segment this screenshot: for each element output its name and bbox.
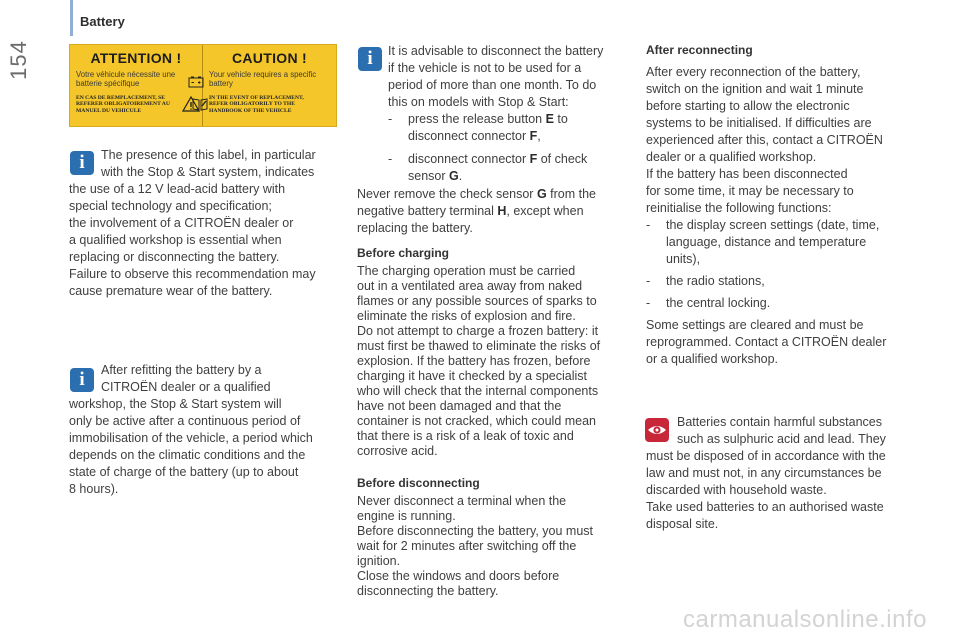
heading-after-reconnecting: After reconnecting (646, 43, 753, 57)
text-line: immobilisation of the vehicle, a period which (69, 431, 313, 445)
text-line: charging it have it checked by a specialist (357, 369, 587, 383)
label-sub-fr: Votre véhicule nécessite une batterie spécifique (76, 70, 176, 88)
list-item: - press the release button E to disconnect connector F, (388, 112, 568, 143)
key-letter: G (449, 169, 459, 183)
label-title-en: CAUTION ! (231, 50, 308, 66)
text-line: experienced after this, contact a CITROËN (646, 133, 883, 147)
text-line: disposal site. (646, 517, 719, 531)
list-item: - disconnect connector F of check sensor G. (388, 152, 588, 183)
text-line: corrosive acid. (357, 444, 438, 458)
label-note-first-lines (101, 147, 316, 181)
info-icon: i (358, 47, 382, 71)
text-line: the involvement of a CITROËN dealer or (69, 216, 294, 230)
label-note-body (69, 181, 316, 300)
text-line: disconnecting the battery. (357, 584, 499, 598)
text-line: a qualified workshop is essential when (69, 233, 282, 247)
text-line: After every reconnection of the battery, (646, 65, 861, 79)
text-line: wait for 2 minutes after switching off the (357, 539, 577, 553)
text-line: special technology and specification; (69, 199, 272, 213)
text-line: must first be thawed to eliminate the risks of (357, 339, 601, 353)
text-line: Close the windows and doors before (357, 569, 560, 583)
text-line: or a qualified workshop. (646, 352, 779, 366)
list-dash: - (646, 218, 651, 232)
text-line: reprogrammed. Contact a CITROËN dealer (646, 335, 887, 349)
key-letter: H (497, 204, 507, 218)
text-line: workshop, the Stop & Start system will (69, 397, 282, 411)
text-line: Some settings are cleared and must be (646, 318, 864, 332)
key-letter: G (536, 187, 547, 201)
label-fine-en: IN THE EVENT OF REPLACEMENT, REFER OBLIGATORILY TO THE HANDBOOK OF THE VEHICLE (209, 95, 304, 114)
text-line: If the battery has been disconnected (646, 167, 848, 181)
text-line: After refitting the battery by a (101, 363, 262, 377)
text-line: have not been damaged and that the (357, 399, 562, 413)
text-line: that there is a risk of a leak of toxic and (357, 429, 574, 443)
text-line: must be disposed of in accordance with the (646, 449, 886, 463)
environment-body (646, 448, 886, 533)
section-title: Battery (80, 14, 125, 29)
battery-warning-label (69, 44, 337, 127)
watermark: carmanualsonline.info (683, 606, 927, 633)
disconnect-advice (388, 43, 638, 185)
text-line: Never disconnect a terminal when the (357, 494, 567, 508)
disconnecting-body (357, 494, 593, 599)
text-line: discarded with household waste. (646, 483, 827, 497)
label-sub-en: Your vehicle requires a specific battery (209, 70, 317, 88)
text-line: only be active after a continuous period of (69, 414, 301, 428)
list-dash: - (646, 274, 651, 288)
text-line: such as sulphuric acid and lead. They (677, 432, 886, 446)
text-line: if the vehicle is not to be used for a (388, 61, 582, 75)
text-line: Batteries contain harmful substances (677, 415, 882, 429)
info-icon: i (70, 151, 94, 175)
eye-icon (645, 418, 669, 442)
environment-first-lines (677, 414, 886, 448)
text-line: dealer or a qualified workshop. (646, 150, 817, 164)
text-line: explosion. If the battery has frozen, before (357, 354, 591, 368)
charging-body (357, 264, 600, 459)
key-letter: F (529, 152, 538, 166)
text-line: eliminate the risks of explosion and fire. (357, 309, 576, 323)
text-line: Before disconnecting the battery, you must (357, 524, 594, 538)
text-line: the use of a 12 V lead-acid battery with (69, 182, 286, 196)
text-line: Do not attempt to charge a frozen battery: it (357, 324, 599, 338)
text-line: systems to be initialised. If difficulties are (646, 116, 872, 130)
list-dash: - (388, 112, 393, 126)
list-dash: - (388, 152, 393, 166)
text-line: replacing or disconnecting the battery. (69, 250, 280, 264)
settings-note (646, 317, 916, 368)
text-line: container is not cracked, which could mean (357, 414, 597, 428)
text-line: period of more than one month. To do (388, 78, 597, 92)
text-line: The charging operation must be carried (357, 264, 576, 278)
text-line: law and must not, in any circumstances be (646, 466, 882, 480)
list-item: - the display screen settings (date, time, language, distance and temperature units), (646, 218, 880, 266)
text-line: depends on the climatic conditions and the (69, 448, 306, 462)
text-line: negative battery terminal H, except when (357, 204, 584, 218)
list-item: - the central locking. (646, 296, 771, 310)
heading-before-charging: Before charging (357, 246, 450, 260)
text-line: replacing the battery. (357, 221, 473, 235)
manual-book-icon (191, 97, 209, 111)
text-line: 8 hours). (69, 482, 119, 496)
text-line: The presence of this label, in particular (101, 148, 316, 162)
reconnect-body (646, 64, 916, 368)
label-french (70, 45, 203, 126)
text-line: Never remove the check sensor G from the (357, 187, 597, 201)
text-line: flames or any possible sources of sparks to (357, 294, 597, 308)
text-line: out in a ventilated area away from naked (357, 279, 583, 293)
text-line: who will check that the internal components (357, 384, 599, 398)
check-sensor-note (357, 186, 596, 237)
side-bar (70, 0, 73, 36)
text-line: cause premature wear of the battery. (69, 284, 273, 298)
text-line: switch on the ignition and wait 1 minute (646, 82, 864, 96)
text-line: for some time, it may be necessary to (646, 184, 854, 198)
label-english (203, 45, 336, 126)
text-line: reinitialise the following functions: (646, 201, 832, 215)
text-line: Take used batteries to an authorised waste (646, 500, 884, 514)
page-number: 154 (6, 40, 31, 80)
refit-note-first-lines (101, 362, 271, 396)
key-letter: F (529, 129, 538, 143)
text-line: this on models with Stop & Start: (388, 95, 569, 109)
list-item: - the radio stations, (646, 274, 765, 288)
key-letter: E (545, 112, 554, 126)
list-dash: - (646, 296, 651, 310)
heading-before-disconnecting: Before disconnecting (357, 476, 480, 490)
text-line: Failure to observe this recommendation may (69, 267, 316, 281)
info-icon: i (70, 368, 94, 392)
text-line: before starting to allow the electronic (646, 99, 850, 113)
text-line: state of charge of the battery (up to about (69, 465, 299, 479)
label-title-fr: ATTENTION ! (90, 50, 182, 66)
text-line: ignition. (357, 554, 401, 568)
battery-icon (188, 76, 204, 88)
text-line: with the Stop & Start system, indicates (101, 165, 315, 179)
text-line: CITROËN dealer or a qualified (101, 380, 271, 394)
refit-note-body (69, 396, 313, 498)
text-line: It is advisable to disconnect the battery (388, 44, 604, 58)
label-fine-fr: EN CAS DE REMPLACEMENT, SE REFERER OBLIGATOIREMENT AU MANUEL DU VEHICULE (76, 95, 170, 114)
text-line: engine is running. (357, 509, 456, 523)
